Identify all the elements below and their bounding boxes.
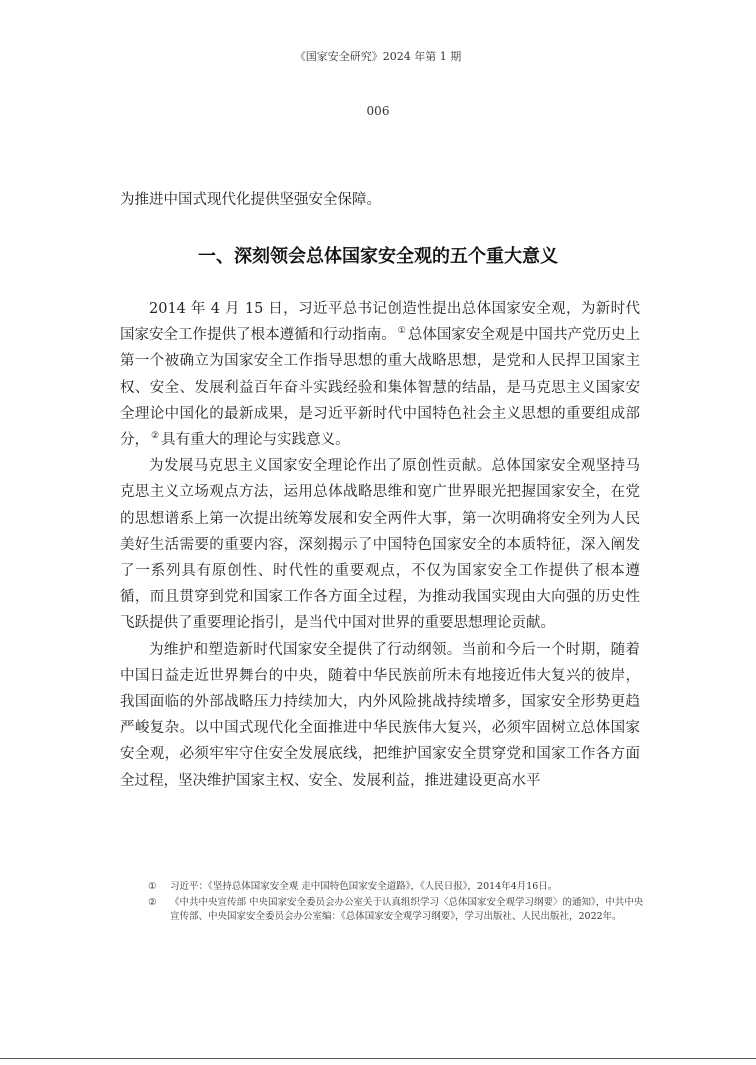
section-title: 一、深刻领会总体国家安全观的五个重大意义: [198, 246, 558, 267]
footnote-2-mark: ②: [148, 897, 157, 908]
footnote-2-text: 《中共中央宣传部 中央国家安全委员会办公室关于认真组织学习〈总体国家安全观学习纲要〉的通知》，中共中央宣传部、中央国家安全委员会办公室编：《总体国家安全观学习纲要》，学习出版社、人民出版社，2022年。: [170, 897, 644, 922]
footnotes: [148, 880, 648, 926]
body-text: [120, 296, 640, 794]
running-header: 《国家安全研究》2024 年第 1 期: [294, 50, 462, 63]
footnote-ref-2[interactable]: ②: [151, 431, 160, 442]
bottom-rule: [0, 1058, 756, 1059]
footnote-1-text: 习近平：《坚持总体国家安全观 走中国特色国家安全道路》，《人民日报》，2014年4月16日。: [170, 881, 558, 892]
footnote-ref-1[interactable]: ①: [397, 326, 406, 337]
paragraph-2: 为发展马克思主义国家安全理论作出了原创性贡献。总体国家安全观坚持马克思主义立场观点方法，运用总体战略思维和宽广世界眼光把握国家安全，在党的思想谱系上第一次提出统筹发展和安全两件大事，第一次明确将安全列为人民美好生活需要的重要内容，深刻揭示了中国特色国家安全的本质特征，深入阐发了一系列具有原创性、时代性的重要观点，不仅为国家安全工作提供了根本遵循，而且贯穿到党和国家工作各方面全过程，为推动我国实现由大向强的历史性飞跃提供了重要理论指引，是当代中国对世界的重要思想理论贡献。: [120, 458, 640, 632]
paragraph-1-text-a: 2014 年 4 月 15 日，习近平总书记创造性提出总体国家安全观，为新时代国家安全工作提供了根本遵循和行动指南。: [120, 301, 640, 344]
paragraph-3: 为维护和塑造新时代国家安全提供了行动纲领。当前和今后一个时期，随着中国日益走近世界舞台的中央，随着中华民族前所未有地接近伟大复兴的彼岸，我国面临的外部战略压力持续加大，内外风险挑战持续增多，国家安全形势更趋严峻复杂。以中国式现代化全面推进中华民族伟大复兴，必须牢固树立总体国家安全观，必须牢牢守住安全发展底线，把维护国家安全贯穿党和国家工作各方面全过程，坚决维护国家主权、安全、发展利益，推进建设更高水平: [120, 641, 640, 789]
lead-line: 为推进中国式现代化提供坚强安全保障。: [120, 192, 381, 208]
footnote-2: [148, 896, 648, 924]
paragraph-1-text-c: 具有重大的理论与实践意义。: [161, 432, 350, 449]
paragraph-1: [120, 296, 640, 453]
footnote-1: [148, 880, 648, 894]
page-number: 006: [366, 104, 390, 118]
paragraph-1-text-b: 总体国家安全观是中国共产党历史上第一个被确立为国家安全工作指导思想的重大战略思想，是党和人民捍卫国家主权、安全、发展利益百年奋斗实践经验和集体智慧的结晶，是马克思主义国家安全理论中国化的最新成果，是习近平新时代中国特色社会主义思想的重要组成部分，: [120, 327, 641, 449]
footnote-1-mark: ①: [148, 881, 157, 892]
